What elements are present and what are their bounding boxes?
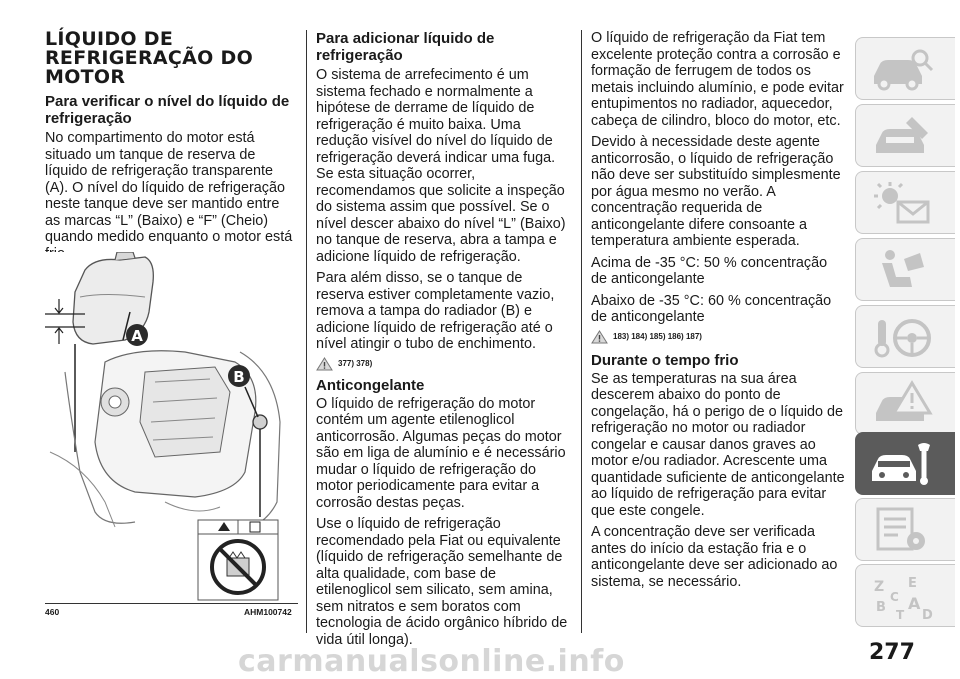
right-column: [591, 30, 845, 590]
cold-weather-paragraph-1: Se as temperaturas na sua área descerem abaixo do ponto de congelação, há o perigo de o líquido de refrigeração no motor ou radiador congelar e causar danos graves ao motor e/ou radiador. Acrescente uma quantidade suficiente de anticongelante ao líquido de refrigeração para evitar que este congele.: [591, 370, 845, 519]
chapter-tabs: [855, 0, 960, 678]
add-coolant-paragraph-1: O sistema de arrefecimento é um sistema fechado e normalmente a hipótese de derrame de líquido de refrigeração é muito baixa. Uma redução visível do nível do líquido de refrigeração deverá indicar uma fuga. Se esta situação ocorrer, recomendamos que solicite a inspeção do sistema assim que possível. Se o nível descer abaixo do nível “L” (Baixo) no tanque de reserva, abra a tampa e adicione líquido de refrigeração.: [316, 67, 566, 265]
watermark: carmanualsonline.info: [238, 644, 625, 679]
concentration-below: Abaixo de -35 °C: 60 % concentração de anticongelante: [591, 292, 832, 325]
tab-index[interactable]: [855, 564, 955, 627]
car-magnifier-icon: [868, 44, 938, 94]
warning-refs-text-2: 183) 184) 185) 186) 187): [613, 332, 702, 341]
warning-refs-text: 377) 378): [338, 359, 373, 368]
lights-envelope-icon: [868, 178, 938, 228]
anticorrosion-paragraph: Devido à necessidade deste agente anticorrosão, o líquido de refrigeração não deve ser substituído simplesmente por água mesmo no verão. A concentração requerida de anticongelante difere consoante a temperatura ambiente esperada.: [591, 134, 841, 249]
tab-safety[interactable]: [855, 238, 955, 301]
concentration-above: Acima de -35 °C: 50 % concentração de anticongelante: [591, 254, 828, 287]
svg-text:D: D: [922, 608, 933, 623]
tab-servicing-maintenance[interactable]: [855, 432, 955, 495]
tab-vehicle-overview[interactable]: [855, 37, 955, 100]
emergency-triangle-icon: [868, 379, 938, 429]
svg-text:T: T: [896, 608, 905, 622]
antifreeze-paragraph-2: Use o líquido de refrigeração recomendado pela Fiat ou equivalente (líquido de refrigeração semelhante de alta qualidade, com base de etilenoglicol sem silicato, sem amina, sem nitratos e sem boratos com tecnologia de ácido orgânico híbrido de vida útil longa).: [316, 516, 568, 648]
antifreeze-heading: Anticongelante: [316, 376, 425, 394]
tab-technical-data[interactable]: [855, 498, 955, 561]
section-title: LÍQUIDO DE REFRIGERAÇÃO DO MOTOR: [45, 28, 254, 88]
figure-page-ref: 460: [45, 607, 60, 617]
left-column: [45, 30, 298, 262]
tab-emergency[interactable]: [855, 372, 955, 435]
column-divider-1: [306, 30, 307, 633]
figure-bottom-rule: [45, 603, 298, 604]
car-wrench-icon: [868, 439, 938, 489]
cold-weather-paragraph-2: A concentração deve ser verificada antes do início da estação fria e o anticongelante deve ser adicionado ao sistema, se necessário.: [591, 524, 838, 590]
tab-driving[interactable]: [855, 305, 955, 368]
document-gear-icon: [868, 505, 938, 555]
warning-reference-2: [591, 330, 845, 344]
engine-bay-illustration: [45, 252, 298, 604]
column-divider-2: [581, 30, 582, 633]
svg-text:C: C: [890, 590, 899, 604]
alphabet-index-icon: [868, 571, 938, 625]
warning-triangle-icon: [316, 357, 333, 371]
add-coolant-heading: Para adicionar líquido de refrigeração: [316, 30, 495, 64]
check-level-heading: Para verificar o nível do líquido de refrigeração: [45, 93, 290, 127]
figure-code: AHM100742: [244, 607, 292, 617]
callout-b: B: [233, 368, 245, 386]
key-steering-wheel-icon: [868, 312, 938, 362]
engine-bay-figure: [45, 252, 298, 604]
car-dashboard-icon: [868, 111, 938, 161]
cold-weather-heading: Durante o tempo frio: [591, 351, 739, 369]
svg-text:Z: Z: [874, 579, 885, 595]
antifreeze-paragraph-1: O líquido de refrigeração do motor contém um agente etilenoglicol anticorrosão. Algumas peças do motor são em liga de alumínio e é necessário mudar o líquido de refrigeração do motor periodicamente para evitar a corrosão destas peças.: [316, 395, 566, 511]
callout-a: A: [131, 327, 143, 345]
seat-airbag-icon: [868, 245, 938, 295]
page-number: 277: [869, 640, 915, 665]
warning-reference: [316, 357, 570, 371]
svg-text:A: A: [908, 594, 921, 613]
check-level-paragraph: No compartimento do motor está situado um tanque de reserva de líquido de refrigeração transparente (A). O nível do líquido de refrigeração neste tanque deve ser mantido entre as marcas “L” (Baixo) e “F” (Cheio) quando medido enquanto o motor está: [45, 130, 293, 245]
svg-text:B: B: [876, 600, 886, 615]
middle-column: [316, 30, 570, 648]
tab-dashboard[interactable]: [855, 104, 955, 167]
svg-text:E: E: [908, 576, 917, 591]
warning-triangle-icon: [591, 330, 608, 344]
tab-lights-controls[interactable]: [855, 171, 955, 234]
add-coolant-paragraph-2: Para além disso, se o tanque de reserva estiver completamente vazio, remova a tampa do radiador (B) e adicione líquido de refrigeração até o nível atingir o tubo de enchimento.: [316, 270, 555, 352]
fiat-coolant-paragraph: O líquido de refrigeração da Fiat tem excelente proteção contra a corrosão e formação de ferrugem de todos os metais incluindo alumínio, e pode evitar entupimentos no radiador, aquecedor, cabeça de cilindro, bloco do motor, etc.: [591, 30, 844, 129]
